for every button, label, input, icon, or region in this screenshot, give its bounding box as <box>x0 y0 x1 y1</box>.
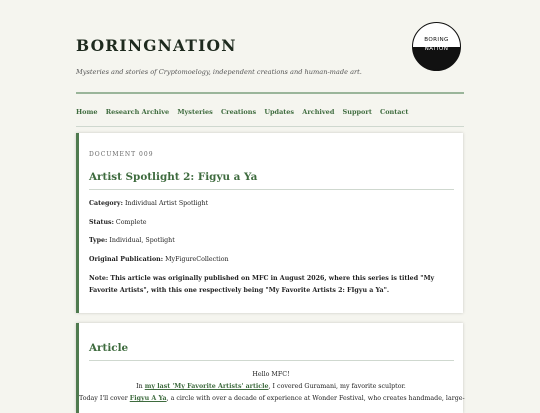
field-category-value: Individual Artist Spotlight <box>124 200 209 207</box>
field-original-publication <box>89 256 229 263</box>
article-line-2-after: , I covered Guramani, my favorite sculptor. <box>268 383 406 390</box>
article-divider <box>89 360 454 361</box>
field-type-value: Individual, Spotlight <box>109 237 175 244</box>
article-line-3-after: , a circle with over a decade of experience at Wonder Festival, who creates handmade, large- <box>166 395 465 402</box>
field-type <box>89 237 175 244</box>
article-card <box>76 323 463 413</box>
nav-home[interactable]: Home <box>76 108 98 116</box>
document-card <box>76 133 463 313</box>
field-status <box>89 219 147 226</box>
field-original-publication-key: Original Publication: <box>89 256 164 263</box>
nav-support[interactable]: Support <box>342 108 372 116</box>
title-divider <box>89 189 454 190</box>
nav-contact[interactable]: Contact <box>380 108 409 116</box>
article-line-3 <box>79 395 463 402</box>
site-tagline: Mysteries and stories of Cryptomoelogy, independent creations and human-made art. <box>76 68 362 76</box>
article-heading: Article <box>89 342 129 354</box>
publication-note: Note: This article was originally published on MFC in August 2026, where this series is titled "My Favorite Artists", with this one respectively being "My Favorite Artists 2: FIgyu a Ya". <box>89 275 435 294</box>
nav-creations[interactable]: Creations <box>220 108 257 116</box>
article-line-2 <box>79 383 463 390</box>
nav-updates[interactable]: Updates <box>264 108 295 116</box>
nav-archived[interactable]: Archived <box>302 108 335 116</box>
article-greeting: Hello MFC! <box>252 371 290 378</box>
field-original-publication-value: MyFigureCollection <box>165 256 229 263</box>
field-type-key: Type: <box>89 237 108 244</box>
nav-research-archive[interactable]: Research Archive <box>105 108 170 116</box>
document-title: Artist Spotlight 2: Figyu a Ya <box>89 171 258 183</box>
field-status-value: Complete <box>115 219 147 226</box>
article-line-2-before: In <box>136 383 145 390</box>
site-title[interactable]: BORINGNATION <box>76 36 237 55</box>
document-number: DOCUMENT 009 <box>89 151 154 158</box>
last-article-link[interactable]: my last 'My Favorite Artists' article <box>144 383 269 390</box>
logo-text-bottom: NATION <box>424 46 449 52</box>
field-status-key: Status: <box>89 219 114 226</box>
article-line-3-before: Today I'll cover <box>79 395 130 402</box>
field-category-key: Category: <box>89 200 123 207</box>
site-header <box>76 22 464 86</box>
field-category <box>89 200 208 207</box>
nav-mysteries[interactable]: Mysteries <box>177 108 213 116</box>
figyu-a-ya-link[interactable]: Figyu A Ya <box>129 395 167 402</box>
site-logo[interactable] <box>412 22 461 71</box>
main-navigation <box>76 92 464 127</box>
logo-text-top: BORING <box>424 37 449 43</box>
nav-list <box>76 108 417 116</box>
